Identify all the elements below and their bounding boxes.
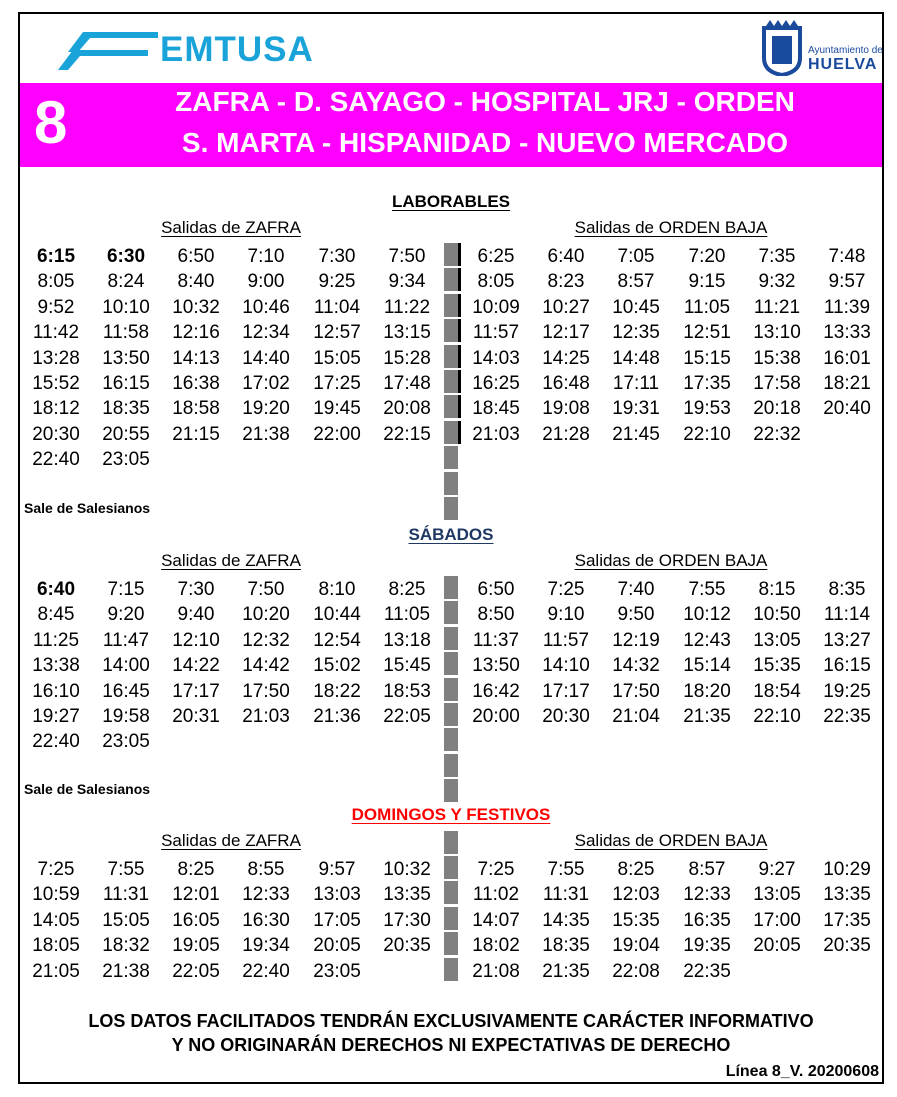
departure-time-zafra: 13:38: [32, 655, 80, 677]
departure-time-orden-baja: 12:03: [612, 884, 660, 906]
departure-time-zafra: 14:05: [32, 909, 80, 931]
right-header-text: Salidas de ORDEN BAJA: [574, 218, 768, 237]
left-column-header: [81, 551, 381, 571]
divider-segment: [444, 472, 458, 495]
departure-time-zafra: 22:40: [242, 960, 290, 982]
departure-time-orden-baja: 9:15: [688, 271, 726, 293]
left-column-header: [81, 218, 381, 238]
departure-time-zafra: 11:04: [313, 296, 361, 318]
departure-time-orden-baja: 16:25: [472, 373, 520, 394]
departure-time-orden-baja: 8:15: [758, 579, 796, 600]
departure-time-zafra: 12:16: [172, 322, 220, 344]
departure-time-orden-baja: 9:50: [617, 604, 655, 626]
departure-time-orden-baja: 11:37: [472, 629, 520, 651]
section-title-text: SÁBADOS: [408, 525, 494, 544]
departure-time-orden-baja: 17:17: [542, 680, 590, 702]
divider-segment: [444, 754, 458, 777]
departure-time-orden-baja: 21:45: [612, 423, 660, 445]
departure-time-orden-baja: 7:48: [828, 246, 866, 267]
departure-time-orden-baja: 7:25: [477, 859, 515, 880]
departure-time-zafra: 15:45: [383, 655, 431, 677]
right-header-text: Salidas de ORDEN BAJA: [574, 831, 768, 850]
departure-time-zafra: 19:34: [242, 935, 290, 957]
council-label: Ayuntamiento de: [808, 45, 883, 56]
departure-time-orden-baja: 8:05: [477, 271, 515, 293]
departure-time-orden-baja: 20:05: [753, 935, 801, 957]
departure-time-zafra: 22:00: [313, 423, 361, 445]
departure-time-orden-baja: 18:35: [542, 935, 590, 957]
departure-time-zafra: 12:54: [313, 629, 361, 651]
departure-time-zafra: 15:52: [32, 373, 80, 394]
departure-time-orden-baja: 22:32: [753, 423, 801, 445]
right-header-text: Salidas de ORDEN BAJA: [574, 551, 768, 570]
departure-time-orden-baja: 8:35: [828, 579, 866, 600]
departure-time-orden-baja: 10:12: [683, 604, 731, 626]
divider-segment: [444, 576, 458, 599]
departure-time-zafra: 7:50: [388, 246, 426, 267]
divider-segment: [444, 601, 458, 624]
departure-time-orden-baja: 7:25: [547, 579, 585, 600]
departure-time-orden-baja: 13:35: [823, 884, 871, 906]
departure-time-orden-baja: 11:02: [472, 884, 520, 906]
departure-time-orden-baja: 16:35: [683, 909, 731, 931]
divider-segment: [444, 627, 458, 650]
section-title: [20, 525, 882, 545]
departure-time-zafra: 10:20: [242, 604, 290, 626]
departure-time-zafra: 13:50: [102, 347, 150, 369]
departure-time-zafra: 20:55: [102, 423, 150, 445]
departure-time-zafra: 21:05: [32, 960, 80, 982]
right-column-header: [521, 218, 821, 238]
departure-time-zafra: 19:05: [172, 935, 220, 957]
departure-time-zafra: 12:01: [172, 884, 220, 906]
departure-time-orden-baja: 20:00: [472, 706, 520, 727]
departure-time-zafra: 7:55: [107, 859, 145, 880]
departure-time-zafra: 11:42: [32, 322, 80, 344]
departure-time-zafra: 20:08: [383, 398, 431, 420]
departure-time-zafra: 10:10: [102, 296, 150, 318]
departure-time-zafra: 7:50: [247, 579, 285, 600]
departure-time-zafra: 14:42: [242, 655, 290, 677]
departure-time-orden-baja: 12:51: [683, 322, 731, 344]
departure-time-zafra: 6:30: [106, 246, 146, 267]
divider-segment: [444, 881, 458, 904]
departure-time-orden-baja: 20:18: [753, 398, 801, 420]
departure-time-orden-baja: 19:04: [612, 935, 660, 957]
departure-time-zafra: 7:30: [177, 579, 215, 600]
divider-segment: [444, 446, 458, 469]
departure-time-zafra: 19:45: [313, 398, 361, 420]
departure-time-zafra: 12:34: [242, 322, 290, 344]
departure-time-zafra: 20:35: [383, 935, 431, 957]
section-title-text: DOMINGOS Y FESTIVOS: [351, 805, 551, 824]
departure-time-zafra: 21:38: [102, 960, 150, 982]
departure-time-orden-baja: 6:40: [547, 246, 585, 267]
departure-time-orden-baja: 14:32: [612, 655, 660, 677]
departure-time-orden-baja: 21:28: [542, 423, 590, 445]
departure-time-zafra: 16:38: [172, 373, 220, 394]
departure-time-zafra: 16:05: [172, 909, 220, 931]
departure-time-orden-baja: 14:25: [542, 347, 590, 369]
departure-time-zafra: 22:05: [172, 960, 220, 982]
departure-time-zafra: 19:58: [102, 706, 150, 727]
departure-time-zafra: 17:17: [172, 680, 220, 702]
departure-time-zafra: 22:15: [383, 423, 431, 445]
departure-time-zafra: 11:31: [102, 884, 150, 906]
departure-time-zafra: 19:27: [32, 706, 80, 727]
divider-segment: [444, 497, 458, 520]
left-header-text: Salidas de ZAFRA: [161, 551, 301, 570]
departure-time-zafra: 15:28: [383, 347, 431, 369]
departure-time-orden-baja: 14:03: [472, 347, 520, 369]
departure-time-orden-baja: 17:35: [823, 909, 871, 931]
departure-time-orden-baja: 10:45: [612, 296, 660, 318]
departure-time-orden-baja: 16:01: [823, 347, 871, 369]
departure-time-zafra: 9:52: [37, 296, 75, 318]
departure-time-orden-baja: 22:35: [683, 960, 731, 982]
departure-time-orden-baja: 20:40: [823, 398, 871, 420]
departure-time-zafra: 9:40: [177, 604, 215, 626]
departure-time-orden-baja: 7:40: [617, 579, 655, 600]
departure-time-zafra: 21:03: [242, 706, 290, 727]
departure-time-orden-baja: 13:33: [823, 322, 871, 344]
salesianos-note: Sale de Salesianos: [24, 781, 151, 797]
departure-time-zafra: 8:55: [247, 859, 285, 880]
departure-time-zafra: 9:20: [107, 604, 145, 626]
departure-time-orden-baja: 9:32: [758, 271, 796, 293]
departure-time-orden-baja: 17:35: [683, 373, 731, 394]
departure-time-orden-baja: 9:10: [547, 604, 585, 626]
departure-time-orden-baja: 15:15: [683, 347, 731, 369]
departure-time-orden-baja: 8:57: [688, 859, 726, 880]
departure-time-zafra: 23:05: [102, 731, 150, 753]
departure-time-orden-baja: 11:21: [753, 296, 801, 318]
departure-time-zafra: 11:22: [383, 296, 431, 318]
departure-time-orden-baja: 10:29: [823, 859, 871, 880]
departure-time-zafra: 15:05: [102, 909, 150, 931]
departure-time-zafra: 9:25: [318, 271, 356, 293]
departure-time-orden-baja: 17:58: [753, 373, 801, 394]
divider-segment: [444, 268, 461, 291]
departure-time-zafra: 18:22: [313, 680, 361, 702]
departure-time-zafra: 13:03: [313, 884, 361, 906]
divider-segment: [444, 728, 458, 751]
departure-time-zafra: 18:05: [32, 935, 80, 957]
departure-time-zafra: 17:50: [242, 680, 290, 702]
departure-time-orden-baja: 7:35: [758, 246, 796, 267]
section-title-text: LABORABLES: [391, 192, 511, 211]
departure-time-orden-baja: 21:35: [542, 960, 590, 982]
departure-time-orden-baja: 15:35: [612, 909, 660, 931]
departure-time-zafra: 17:25: [313, 373, 361, 394]
departure-time-zafra: 17:48: [383, 373, 431, 394]
departure-time-orden-baja: 14:10: [542, 655, 590, 677]
departure-time-zafra: 10:59: [32, 884, 80, 906]
departure-time-orden-baja: 14:48: [612, 347, 660, 369]
departure-time-orden-baja: 19:08: [542, 398, 590, 420]
departure-time-orden-baja: 15:38: [753, 347, 801, 369]
departure-time-zafra: 6:40: [36, 579, 76, 600]
departure-time-zafra: 20:31: [172, 706, 220, 727]
departure-time-zafra: 9:57: [318, 859, 356, 880]
departure-time-zafra: 8:24: [107, 271, 145, 293]
departure-time-zafra: 12:10: [172, 629, 220, 651]
departure-time-zafra: 7:10: [247, 246, 285, 267]
disclaimer-line-1: LOS DATOS FACILITADOS TENDRÁN EXCLUSIVAMENTE CARÁCTER INFORMATIVO: [88, 1011, 814, 1031]
departure-time-orden-baja: 11:14: [823, 604, 871, 626]
departure-time-zafra: 19:20: [242, 398, 290, 420]
departure-time-zafra: 11:25: [32, 629, 80, 651]
departure-time-orden-baja: 19:25: [823, 680, 871, 702]
departure-time-zafra: 16:15: [102, 373, 150, 394]
departure-time-zafra: 11:58: [102, 322, 150, 344]
departure-time-zafra: 12:33: [242, 884, 290, 906]
departure-time-zafra: 13:15: [383, 322, 431, 344]
departure-time-zafra: 8:10: [318, 579, 356, 600]
departure-time-orden-baja: 12:33: [683, 884, 731, 906]
departure-time-orden-baja: 11:05: [683, 296, 731, 318]
departure-time-zafra: 15:02: [313, 655, 361, 677]
departure-time-zafra: 13:35: [383, 884, 431, 906]
departure-time-zafra: 11:05: [383, 604, 431, 626]
departure-time-zafra: 10:44: [313, 604, 361, 626]
departure-time-orden-baja: 10:50: [753, 604, 801, 626]
divider-segment: [444, 932, 458, 955]
departure-time-zafra: 8:45: [37, 604, 75, 626]
departure-time-zafra: 8:40: [177, 271, 215, 293]
departure-time-orden-baja: 16:42: [472, 680, 520, 702]
divider-segment: [444, 370, 461, 393]
departure-time-orden-baja: 7:20: [688, 246, 726, 267]
departure-time-zafra: 13:28: [32, 347, 80, 369]
departure-time-orden-baja: 12:19: [612, 629, 660, 651]
departure-time-orden-baja: 21:04: [612, 706, 660, 727]
divider-segment: [444, 243, 461, 266]
departure-time-orden-baja: 8:23: [547, 271, 585, 293]
departure-time-orden-baja: 7:55: [688, 579, 726, 600]
left-column-header: [81, 831, 381, 851]
departure-time-zafra: 16:30: [242, 909, 290, 931]
departure-time-orden-baja: 9:27: [758, 859, 796, 880]
departure-time-zafra: 22:40: [32, 449, 80, 471]
divider-segment: [444, 294, 461, 317]
departure-time-orden-baja: 10:27: [542, 296, 590, 318]
departure-time-zafra: 17:30: [383, 909, 431, 931]
departure-time-zafra: 14:13: [172, 347, 220, 369]
departure-time-zafra: 7:15: [107, 579, 145, 600]
departure-time-orden-baja: 13:27: [823, 629, 871, 651]
departure-time-orden-baja: 11:57: [472, 322, 520, 344]
departure-time-zafra: 22:05: [383, 706, 431, 727]
departure-time-orden-baja: 8:57: [617, 271, 655, 293]
departure-time-orden-baja: 16:15: [823, 655, 871, 677]
departure-time-zafra: 15:05: [313, 347, 361, 369]
departure-time-orden-baja: 22:10: [753, 706, 801, 727]
huelva-crest-icon: [760, 18, 804, 76]
departure-time-zafra: 16:45: [102, 680, 150, 702]
departure-time-zafra: 21:38: [242, 423, 290, 445]
departure-time-orden-baja: 7:05: [617, 246, 655, 267]
divider-segment: [444, 703, 458, 726]
departure-time-zafra: 9:00: [247, 271, 285, 293]
departure-time-zafra: 12:57: [313, 322, 361, 344]
departure-time-orden-baja: 11:57: [542, 629, 590, 651]
departure-time-orden-baja: 21:35: [683, 706, 731, 727]
route-stops-line-2: S. MARTA - HISPANIDAD - NUEVO MERCADO: [181, 127, 789, 158]
divider-segment: [444, 652, 458, 675]
departure-time-orden-baja: 13:05: [753, 629, 801, 651]
divider-segment: [444, 958, 458, 981]
departure-time-orden-baja: 17:50: [612, 680, 660, 702]
council-city: HUELVA: [808, 56, 878, 73]
departure-time-orden-baja: 20:30: [542, 706, 590, 727]
divider-segment: [444, 907, 458, 930]
departure-time-zafra: 6:15: [36, 246, 76, 267]
departure-time-zafra: 21:36: [313, 706, 361, 727]
departure-time-orden-baja: 6:25: [477, 246, 515, 267]
departure-time-zafra: 13:18: [383, 629, 431, 651]
departure-time-orden-baja: 10:09: [472, 296, 520, 318]
departure-time-zafra: 10:32: [383, 859, 431, 880]
route-number: 8: [34, 89, 68, 156]
departure-time-orden-baja: 13:05: [753, 884, 801, 906]
section-title: [20, 805, 882, 825]
departure-time-zafra: 12:32: [242, 629, 290, 651]
departure-time-zafra: 14:22: [172, 655, 220, 677]
divider-segment: [444, 831, 458, 854]
departure-time-zafra: 23:05: [313, 960, 361, 982]
departure-time-orden-baja: 8:50: [477, 604, 515, 626]
departure-time-zafra: 14:40: [242, 347, 290, 369]
departure-time-zafra: 7:30: [318, 246, 356, 267]
departure-time-zafra: 17:05: [313, 909, 361, 931]
departure-time-zafra: 17:02: [242, 373, 290, 394]
departure-time-orden-baja: 19:31: [612, 398, 660, 420]
departure-time-orden-baja: 13:10: [753, 322, 801, 344]
departure-time-zafra: 8:25: [388, 579, 426, 600]
divider-segment: [444, 421, 461, 444]
departure-time-orden-baja: 18:54: [753, 680, 801, 702]
divider-segment: [444, 345, 461, 368]
departure-time-zafra: 18:53: [383, 680, 431, 702]
departure-time-zafra: 8:25: [177, 859, 215, 880]
divider-segment: [444, 856, 458, 879]
departure-time-orden-baja: 17:11: [612, 373, 660, 394]
departure-time-zafra: 14:00: [102, 655, 150, 677]
departure-time-orden-baja: 14:35: [542, 909, 590, 931]
departure-time-zafra: 18:58: [172, 398, 220, 420]
departure-time-zafra: 18:35: [102, 398, 150, 420]
departure-time-orden-baja: 18:21: [823, 373, 871, 394]
departure-time-zafra: 7:25: [37, 859, 75, 880]
salesianos-note: Sale de Salesianos: [24, 500, 151, 516]
departure-time-orden-baja: 12:43: [683, 629, 731, 651]
departure-time-zafra: 22:40: [32, 731, 80, 753]
departure-time-orden-baja: 9:57: [828, 271, 866, 293]
route-stops-line-1: ZAFRA - D. SAYAGO - HOSPITAL JRJ - ORDEN: [175, 86, 795, 117]
departure-time-orden-baja: 6:50: [477, 579, 515, 600]
departure-time-zafra: 21:15: [172, 423, 220, 445]
departure-time-orden-baja: 13:50: [472, 655, 520, 677]
departure-time-orden-baja: 8:25: [617, 859, 655, 880]
departure-time-orden-baja: 22:08: [612, 960, 660, 982]
departure-time-zafra: 20:05: [313, 935, 361, 957]
section-title: [20, 192, 882, 212]
departure-time-orden-baja: 11:31: [542, 884, 590, 906]
departure-time-orden-baja: 22:35: [823, 706, 871, 727]
departure-time-orden-baja: 7:55: [547, 859, 585, 880]
version-label: Línea 8_V. 20200608: [725, 1063, 879, 1080]
left-header-text: Salidas de ZAFRA: [161, 831, 301, 850]
departure-time-orden-baja: 19:53: [683, 398, 731, 420]
departure-time-orden-baja: 15:14: [683, 655, 731, 677]
departure-time-orden-baja: 19:35: [683, 935, 731, 957]
departure-time-zafra: 10:32: [172, 296, 220, 318]
departure-time-orden-baja: 21:03: [472, 423, 520, 445]
left-header-text: Salidas de ZAFRA: [161, 218, 301, 237]
departure-time-orden-baja: 18:02: [472, 935, 520, 957]
departure-time-zafra: 9:34: [388, 271, 426, 293]
departure-time-zafra: 18:12: [32, 398, 80, 420]
departure-time-zafra: 23:05: [102, 449, 150, 471]
departure-time-orden-baja: 18:20: [683, 680, 731, 702]
divider-segment: [444, 779, 458, 802]
departure-time-orden-baja: 14:07: [472, 909, 520, 931]
departure-time-zafra: 20:30: [32, 423, 80, 445]
departure-time-orden-baja: 15:35: [753, 655, 801, 677]
departure-time-zafra: 6:50: [177, 246, 215, 267]
departure-time-orden-baja: 11:39: [823, 296, 871, 318]
divider-segment: [444, 678, 458, 701]
departure-time-zafra: 11:47: [102, 629, 150, 651]
departure-time-orden-baja: 16:48: [542, 373, 590, 394]
departure-time-orden-baja: 12:35: [612, 322, 660, 344]
departure-time-zafra: 18:32: [102, 935, 150, 957]
brand-name: EMTUSA: [160, 30, 314, 69]
departure-time-orden-baja: 20:35: [823, 935, 871, 957]
departure-time-zafra: 8:05: [37, 271, 75, 293]
departure-time-orden-baja: 17:00: [753, 909, 801, 931]
right-column-header: [521, 831, 821, 851]
departure-time-orden-baja: 18:45: [472, 398, 520, 420]
departure-time-orden-baja: 22:10: [683, 423, 731, 445]
departure-time-orden-baja: 21:08: [472, 960, 520, 982]
divider-segment: [444, 395, 461, 418]
disclaimer-line-2: Y NO ORIGINARÁN DERECHOS NI EXPECTATIVAS DE DERECHO: [171, 1035, 731, 1055]
right-column-header: [521, 551, 821, 571]
departure-time-zafra: 16:10: [32, 680, 80, 702]
departure-time-orden-baja: 12:17: [542, 322, 590, 344]
divider-segment: [444, 319, 461, 342]
departure-time-zafra: 10:46: [242, 296, 290, 318]
